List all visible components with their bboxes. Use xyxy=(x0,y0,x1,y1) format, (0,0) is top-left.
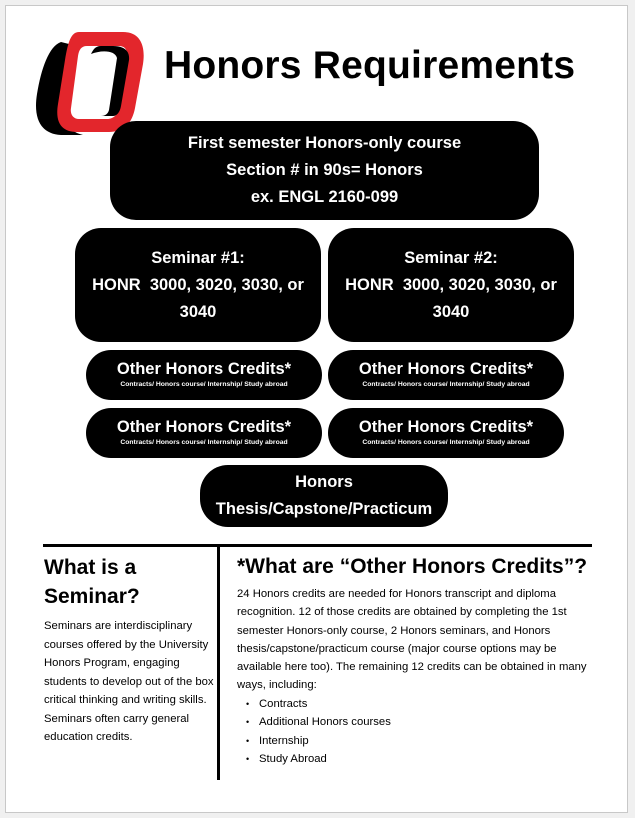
other-credits-detail: Contracts/ Honors course/ Internship/ Study abroad xyxy=(362,380,530,388)
other-credits-info-body: 24 Honors credits are needed for Honors transcript and diploma recognition. 12 of those credits are obtained by completing the 1st semester Honors-only course, 2 Honors seminars, and Honors thesis/capstone/practicum course (major course options may be available here too). The remaining 12 credits can be obtained in many ways, including: xyxy=(237,588,587,692)
other-credits-label: Other Honors Credits* xyxy=(116,418,292,437)
credit-options-list xyxy=(237,695,607,769)
other-credits-label: Other Honors Credits* xyxy=(358,418,534,437)
first-course-line: ex. ENGL 2160-099 xyxy=(250,188,399,206)
other-credits-box xyxy=(328,408,564,458)
list-item-label: Internship xyxy=(259,734,309,747)
other-credits-box xyxy=(86,408,322,458)
other-credits-box xyxy=(86,350,322,400)
seminar-1-box xyxy=(75,228,321,342)
seminar-info-heading: What is a Seminar? xyxy=(44,556,140,608)
list-item-label: Study Abroad xyxy=(259,753,327,766)
seminar-info-body: Seminars are interdisciplinary courses offered by the University Honors Program, engaging students to develop out of the box critical thinking and writing skills. Seminars often carry general education credits. xyxy=(44,620,214,743)
vertical-divider xyxy=(217,544,220,780)
seminar-2-box xyxy=(328,228,574,342)
bullet-icon: • xyxy=(246,717,250,728)
list-item xyxy=(246,695,607,714)
bullet-icon: • xyxy=(246,698,250,709)
list-item-label: Additional Honors courses xyxy=(259,716,391,729)
other-credits-box xyxy=(328,350,564,400)
other-credits-detail: Contracts/ Honors course/ Internship/ Study abroad xyxy=(362,438,530,446)
list-item xyxy=(246,713,607,732)
first-course-line: Section # in 90s= Honors xyxy=(226,161,423,179)
other-credits-info-section xyxy=(237,553,607,769)
thesis-box xyxy=(200,465,448,527)
other-credits-detail: Contracts/ Honors course/ Internship/ Study abroad xyxy=(120,380,288,388)
list-item xyxy=(246,732,607,751)
bullet-icon: • xyxy=(246,754,250,765)
other-credits-label: Other Honors Credits* xyxy=(358,360,534,379)
bullet-icon: • xyxy=(246,735,250,746)
seminar-info-section xyxy=(44,553,214,747)
seminar-title: Seminar #2: xyxy=(404,248,498,267)
thesis-line: Honors xyxy=(295,473,353,491)
first-semester-course-box xyxy=(110,121,539,220)
other-credits-info-heading: *What are “Other Honors Credits”? xyxy=(237,555,588,578)
list-item xyxy=(246,750,607,769)
horizontal-divider xyxy=(43,544,592,547)
page-title: Honors Requirements xyxy=(164,44,576,87)
other-credits-detail: Contracts/ Honors course/ Internship/ Study abroad xyxy=(120,438,288,446)
list-item-label: Contracts xyxy=(259,697,308,710)
seminar-courses: HONR 3000, 3020, 3030, or 3040 xyxy=(92,275,309,321)
first-course-line: First semester Honors-only course xyxy=(187,134,462,152)
seminar-courses: HONR 3000, 3020, 3030, or 3040 xyxy=(345,275,562,321)
thesis-line: Thesis/Capstone/Practicum xyxy=(215,500,433,518)
other-credits-label: Other Honors Credits* xyxy=(116,360,292,379)
seminar-title: Seminar #1: xyxy=(151,248,245,267)
